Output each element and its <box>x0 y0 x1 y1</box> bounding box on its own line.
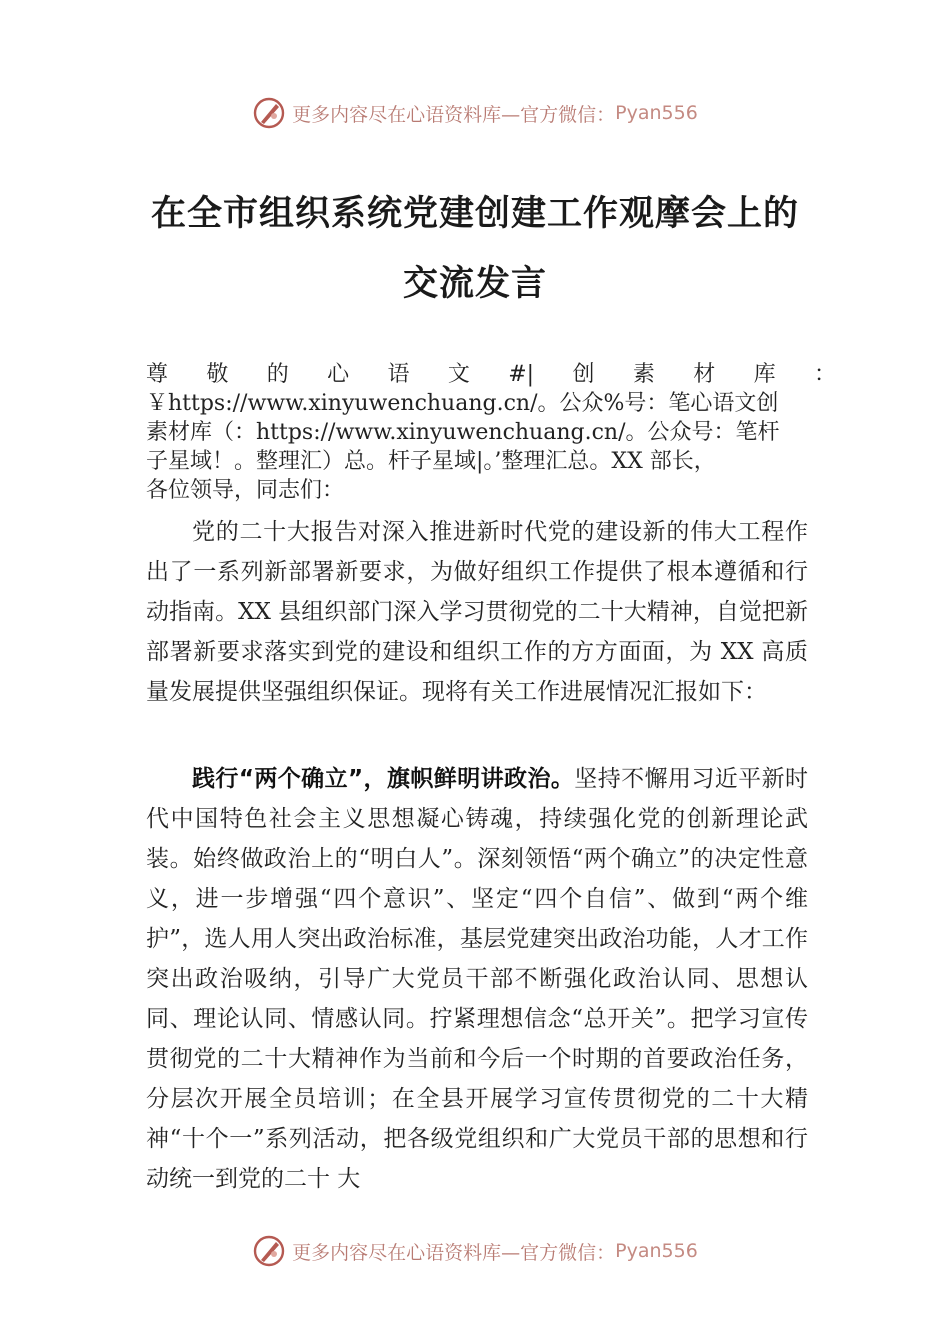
salutation-word: 素 <box>632 362 655 387</box>
salutation-word: #| <box>508 362 535 387</box>
body-paragraph-2 <box>146 759 808 1199</box>
document-title-line-2: 交流发言 <box>402 263 547 304</box>
banner-text: 更多内容尽在心语资料库—官方微信： <box>292 1241 616 1264</box>
banner-wechat-id: Pyan556 <box>615 1240 698 1262</box>
salutation-word: 创 <box>572 362 595 387</box>
salutation-line-2: ￥https://www.xinyuwenchuang.cn/。公众%号：笔心语文创 <box>146 391 779 416</box>
banner-wechat-id: Pyan556 <box>615 102 698 124</box>
salutation-word: ： <box>813 362 836 387</box>
paragraph-heading: 践行“两个确立”，旗帜鲜明讲政治。 <box>192 766 575 792</box>
salutation-word: 文 <box>447 362 470 387</box>
body-paragraph-1: 党的二十大报告对深入推进新时代党的建设新的伟大工程作出了一系列新部署新要求，为做好组织工作提供了根本遵循和行动指南。XX 县组织部门深入学习贯彻党的二十大精神，自觉把新部署新要求落实到党的建设和组织工作的方方面面，为 XX 高质量发展提供坚强组织保证。现将有关工作进展情况汇报如下： <box>146 519 808 705</box>
banner-text: 更多内容尽在心语资料库—官方微信： <box>292 103 616 126</box>
salutation <box>146 360 836 505</box>
salutation-line-5: 各位领导，同志们： <box>146 478 345 503</box>
pen-logo-icon <box>252 1234 286 1268</box>
pen-logo-icon <box>252 96 286 130</box>
salutation-line-1 <box>146 360 836 389</box>
salutation-word: 库 <box>753 362 776 387</box>
salutation-word: 的 <box>266 362 289 387</box>
footer-banner <box>0 1234 950 1268</box>
salutation-line-3: 素材库（：https://www.xinyuwenchuang.cn/。公众号：笔杆 <box>146 420 780 445</box>
salutation-word: 敬 <box>206 362 229 387</box>
salutation-word: 语 <box>387 362 410 387</box>
salutation-word: 心 <box>327 362 350 387</box>
header-banner <box>0 96 950 130</box>
salutation-word: 尊 <box>146 362 169 387</box>
salutation-word: 材 <box>693 362 716 387</box>
salutation-line-4: 子星域！。整理汇）总。杆子星域|。’整理汇总。XX 部长， <box>146 449 716 474</box>
paragraph-text: 坚持不懈用习近平新时代中国特色社会主义思想凝心铸魂，持续强化党的创新理论武装。始终做政治上的“明白人”。深刻领悟“两个确立”的决定性意义，进一步增强“四个意识”、坚定“四个自信”、做到“两个维护”，选人用人突出政治标准，基层党建突出政治功能，人才工作突出政治吸纳，引导广大党员干部不断强化政治认同、思想认同、理论认同、情感认同。拧紧理想信念“总开关”。把学习宣传贯彻党的二十大精神作为当前和今后一个时期的首要政治任务，分层次开展全员培训；在全县开展学习宣传贯彻党的二十大精神“十个一”系列活动，把各级党组织和广大党员干部的思想和行动统一到党的二十 大 <box>146 766 809 1192</box>
document-title-line-1: 在全市组织系统党建创建工作观摩会上的 <box>150 193 799 234</box>
